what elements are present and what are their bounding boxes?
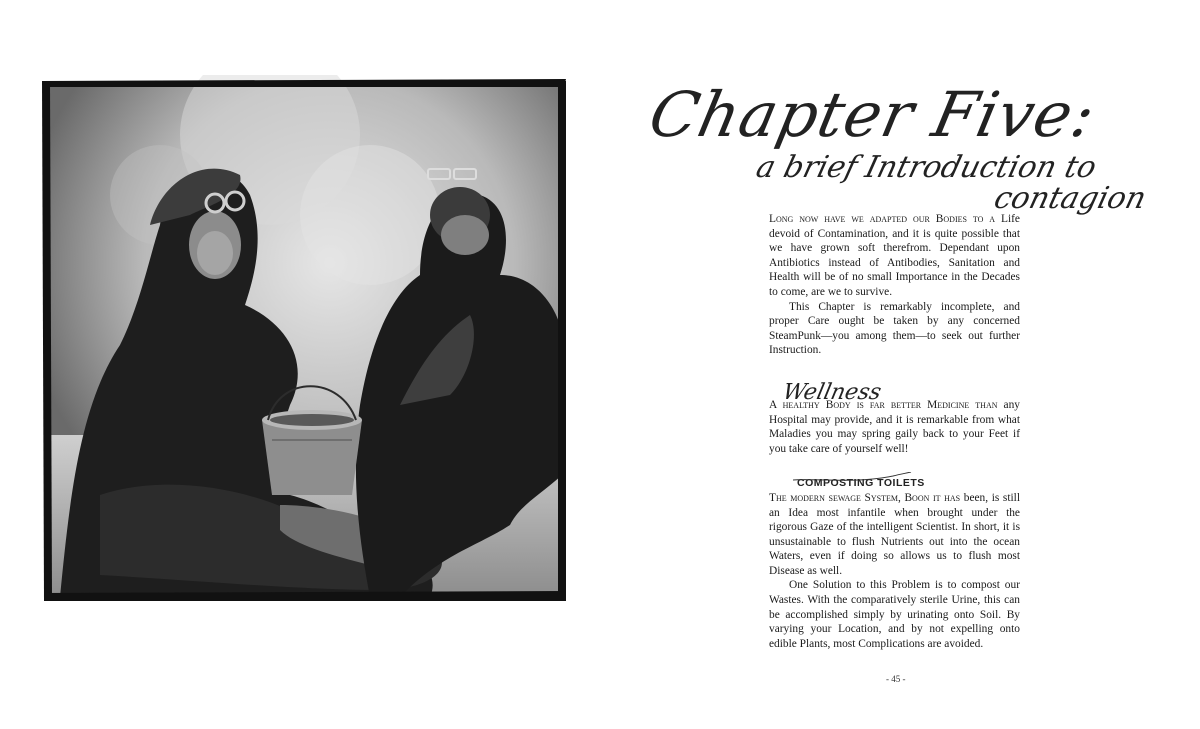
- intro-paragraph-2: This Chapter is remarkably incomplete, and proper Care ought be taken by any concerned SteamPunk—you among them—to seek out further Instruction.: [769, 300, 1020, 357]
- wellness-paragraph: [769, 398, 1020, 456]
- illustration-artwork: [40, 75, 568, 605]
- section-heading-composting: [797, 476, 1020, 491]
- composting-paragraph: [769, 491, 1020, 579]
- composting-heading-text: COMPOSTING TOILETS: [797, 477, 925, 490]
- section-heading-wellness: Wellness: [780, 379, 884, 405]
- chapter-title-main: Chapter Five:: [643, 78, 1103, 151]
- wellness-lead: A healthy Body is far better Medicine than: [769, 398, 998, 411]
- intro-rest: Life devoid of Contamination, and it is quite possible that we have grown soft therefrom. Dependant upon Antibiotics instead of Antibodies, Sanitation and Health will be of no small Importance in the Decades to come, are we to survive.: [769, 213, 1020, 298]
- chapter-title: [643, 78, 1150, 218]
- composting-lead: The modern sewage System, Boon it has: [769, 491, 961, 504]
- composting-rest: been, is still an Idea most infantile when brought under the rigorous Gaze of the intelligent Scientist. In short, it is unsustainable to flush Nutrients out into the ocean Waters, even if doing so allows us to flush most Disease as well.: [769, 491, 1020, 577]
- intro-paragraph: [769, 212, 1020, 300]
- wellness-rest: any Hospital may provide, and it is remarkable from what Maladies you may spring gaily back to your Feet if you take care of yourself well!: [769, 398, 1021, 455]
- chapter-subtitle-word: contagion: [990, 181, 1150, 216]
- heading-swash-ornament: [793, 472, 913, 486]
- page-number: - 45 -: [886, 674, 906, 684]
- intro-lead: Long now have we adapted our Bodies to a: [769, 213, 996, 225]
- chapter-subtitle: a brief Introduction to: [752, 150, 1100, 185]
- composting-paragraph-2: One Solution to this Problem is to compost our Wastes. With the comparatively sterile Urine, this can be accomplished simply by urinating onto Soil. By varying your Location, and by not expelling onto edible Plants, most Complications are avoided.: [769, 579, 1020, 650]
- illustration: [40, 75, 568, 605]
- body-text: [769, 212, 1020, 651]
